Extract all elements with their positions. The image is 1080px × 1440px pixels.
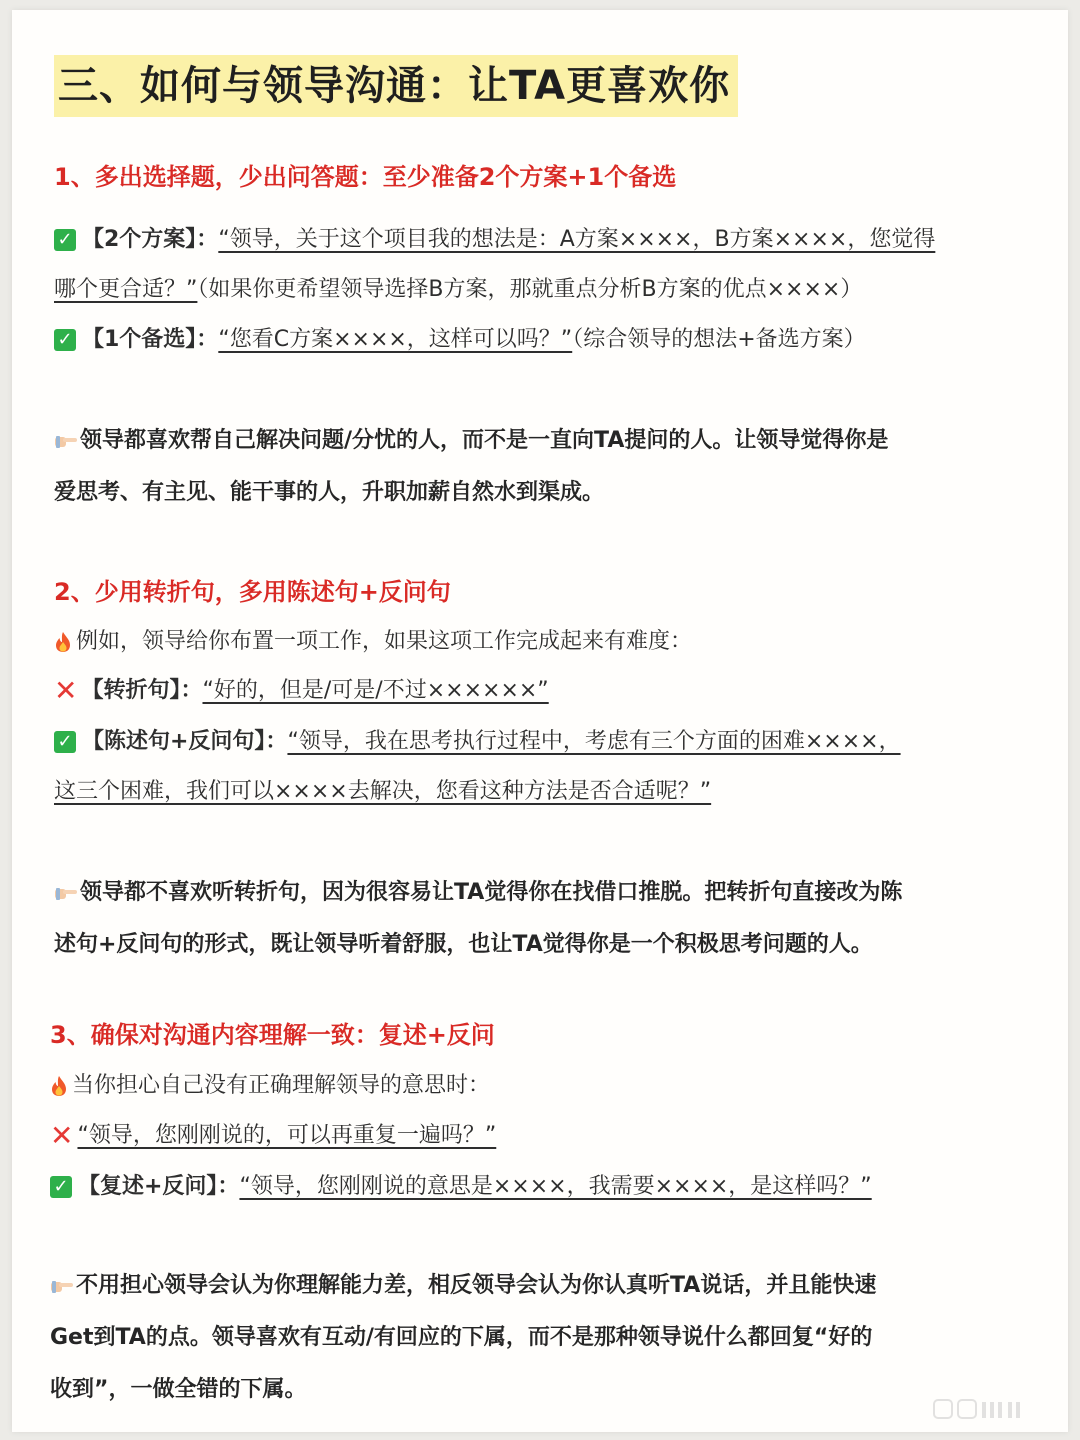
section1-tip (54, 415, 888, 519)
item2-quote: “您看C方案××××，这样可以吗？” (218, 327, 573, 352)
pointing-hand-icon (54, 432, 78, 450)
section3-right-label: 【复述+反问】： (78, 1174, 240, 1199)
item1-quote-line1: “领导，关于这个项目我的想法是：A方案××××，B方案××××，您觉得 (218, 227, 936, 252)
watermark-logo (932, 1396, 1042, 1422)
section1-item1-cont (54, 274, 862, 306)
section1-tip-line2: 爱思考、有主见、能干事的人，升职加薪自然水到渠成。 (54, 480, 605, 505)
right-quote-line2: 这三个困难，我们可以××××去解决，您看这种方法是否合适呢？” (54, 779, 712, 804)
section2-tip (54, 867, 902, 971)
section1-item2 (54, 324, 866, 356)
section3-example (50, 1070, 490, 1102)
page-title: 三、如何与领导沟通：让TA更喜欢你 (58, 63, 731, 109)
wrong-label: 【转折句】： (81, 678, 203, 703)
section3-example-text: 当你担心自己没有正确理解领导的意思时： (72, 1073, 491, 1098)
section2-example (54, 626, 692, 658)
section3-right (50, 1171, 872, 1203)
section2-right (54, 726, 901, 758)
fire-icon (50, 1075, 68, 1097)
section1-item1 (54, 224, 935, 256)
right-quote-line1: “领导，我在思考执行过程中，考虑有三个方面的困难××××， (287, 729, 901, 754)
section1-tip-line1: 领导都喜欢帮自己解决问题/分忧的人，而不是一直向TA提问的人。让领导觉得你是 (80, 428, 889, 453)
right-label: 【陈述句+反问句】： (82, 729, 288, 754)
pointing-hand-icon (54, 884, 78, 902)
section3-tip-line1: 不用担心领导会认为你理解能力差，相反领导会认为你认真听TA说话，并且能快速 (76, 1273, 877, 1298)
section3-heading: 3、确保对沟通内容理解一致：复述+反问 (50, 1021, 495, 1049)
section3-wrong (50, 1120, 496, 1152)
section3-right-quote: “领导，您刚刚说的意思是××××，我需要××××，是这样吗？” (239, 1174, 872, 1199)
section3-tip-line3: 收到”，一做全错的下属。 (50, 1377, 307, 1402)
section2-example-text: 例如，领导给你布置一项工作，如果这项工作完成起来有难度： (76, 629, 693, 654)
check-icon: ✓ (54, 731, 76, 753)
item1-quote-line2: 哪个更合适？” (54, 277, 198, 302)
section2-right-cont (54, 776, 711, 808)
pointing-hand-icon (50, 1277, 74, 1295)
item2-note: （综合领导的想法+备选方案） (572, 327, 866, 352)
section2-heading: 2、少用转折句，多用陈述句+反问句 (54, 578, 451, 606)
check-icon: ✓ (54, 229, 76, 251)
section3-wrong-quote: “领导，您刚刚说的，可以再重复一遍吗？” (77, 1123, 497, 1148)
item2-label: 【1个备选】： (82, 327, 219, 352)
check-icon: ✓ (50, 1176, 72, 1198)
section3-tip-line2: Get到TA的点。领导喜欢有互动/有回应的下属，而不是那种领导说什么都回复“好的 (50, 1325, 873, 1350)
section3-tip (50, 1260, 876, 1416)
cross-mark-icon: ✕ (54, 674, 78, 707)
section2-wrong (54, 675, 549, 707)
document-page (12, 10, 1068, 1432)
check-icon: ✓ (54, 329, 76, 351)
cross-mark-icon: ✕ (50, 1119, 74, 1152)
title-highlight (54, 55, 738, 117)
fire-icon (54, 631, 72, 653)
section2-tip-line1: 领导都不喜欢听转折句，因为很容易让TA觉得你在找借口推脱。把转折句直接改为陈 (80, 880, 903, 905)
section1-heading: 1、多出选择题，少出问答题：至少准备2个方案+1个备选 (54, 163, 677, 191)
item1-note: （如果你更希望领导选择B方案，那就重点分析B方案的优点××××） (197, 277, 863, 302)
item1-label: 【2个方案】： (82, 227, 219, 252)
wrong-quote: “好的，但是/可是/不过××××××” (202, 678, 549, 703)
section2-tip-line2: 述句+反问句的形式，既让领导听着舒服，也让TA觉得你是一个积极思考问题的人。 (54, 932, 873, 957)
